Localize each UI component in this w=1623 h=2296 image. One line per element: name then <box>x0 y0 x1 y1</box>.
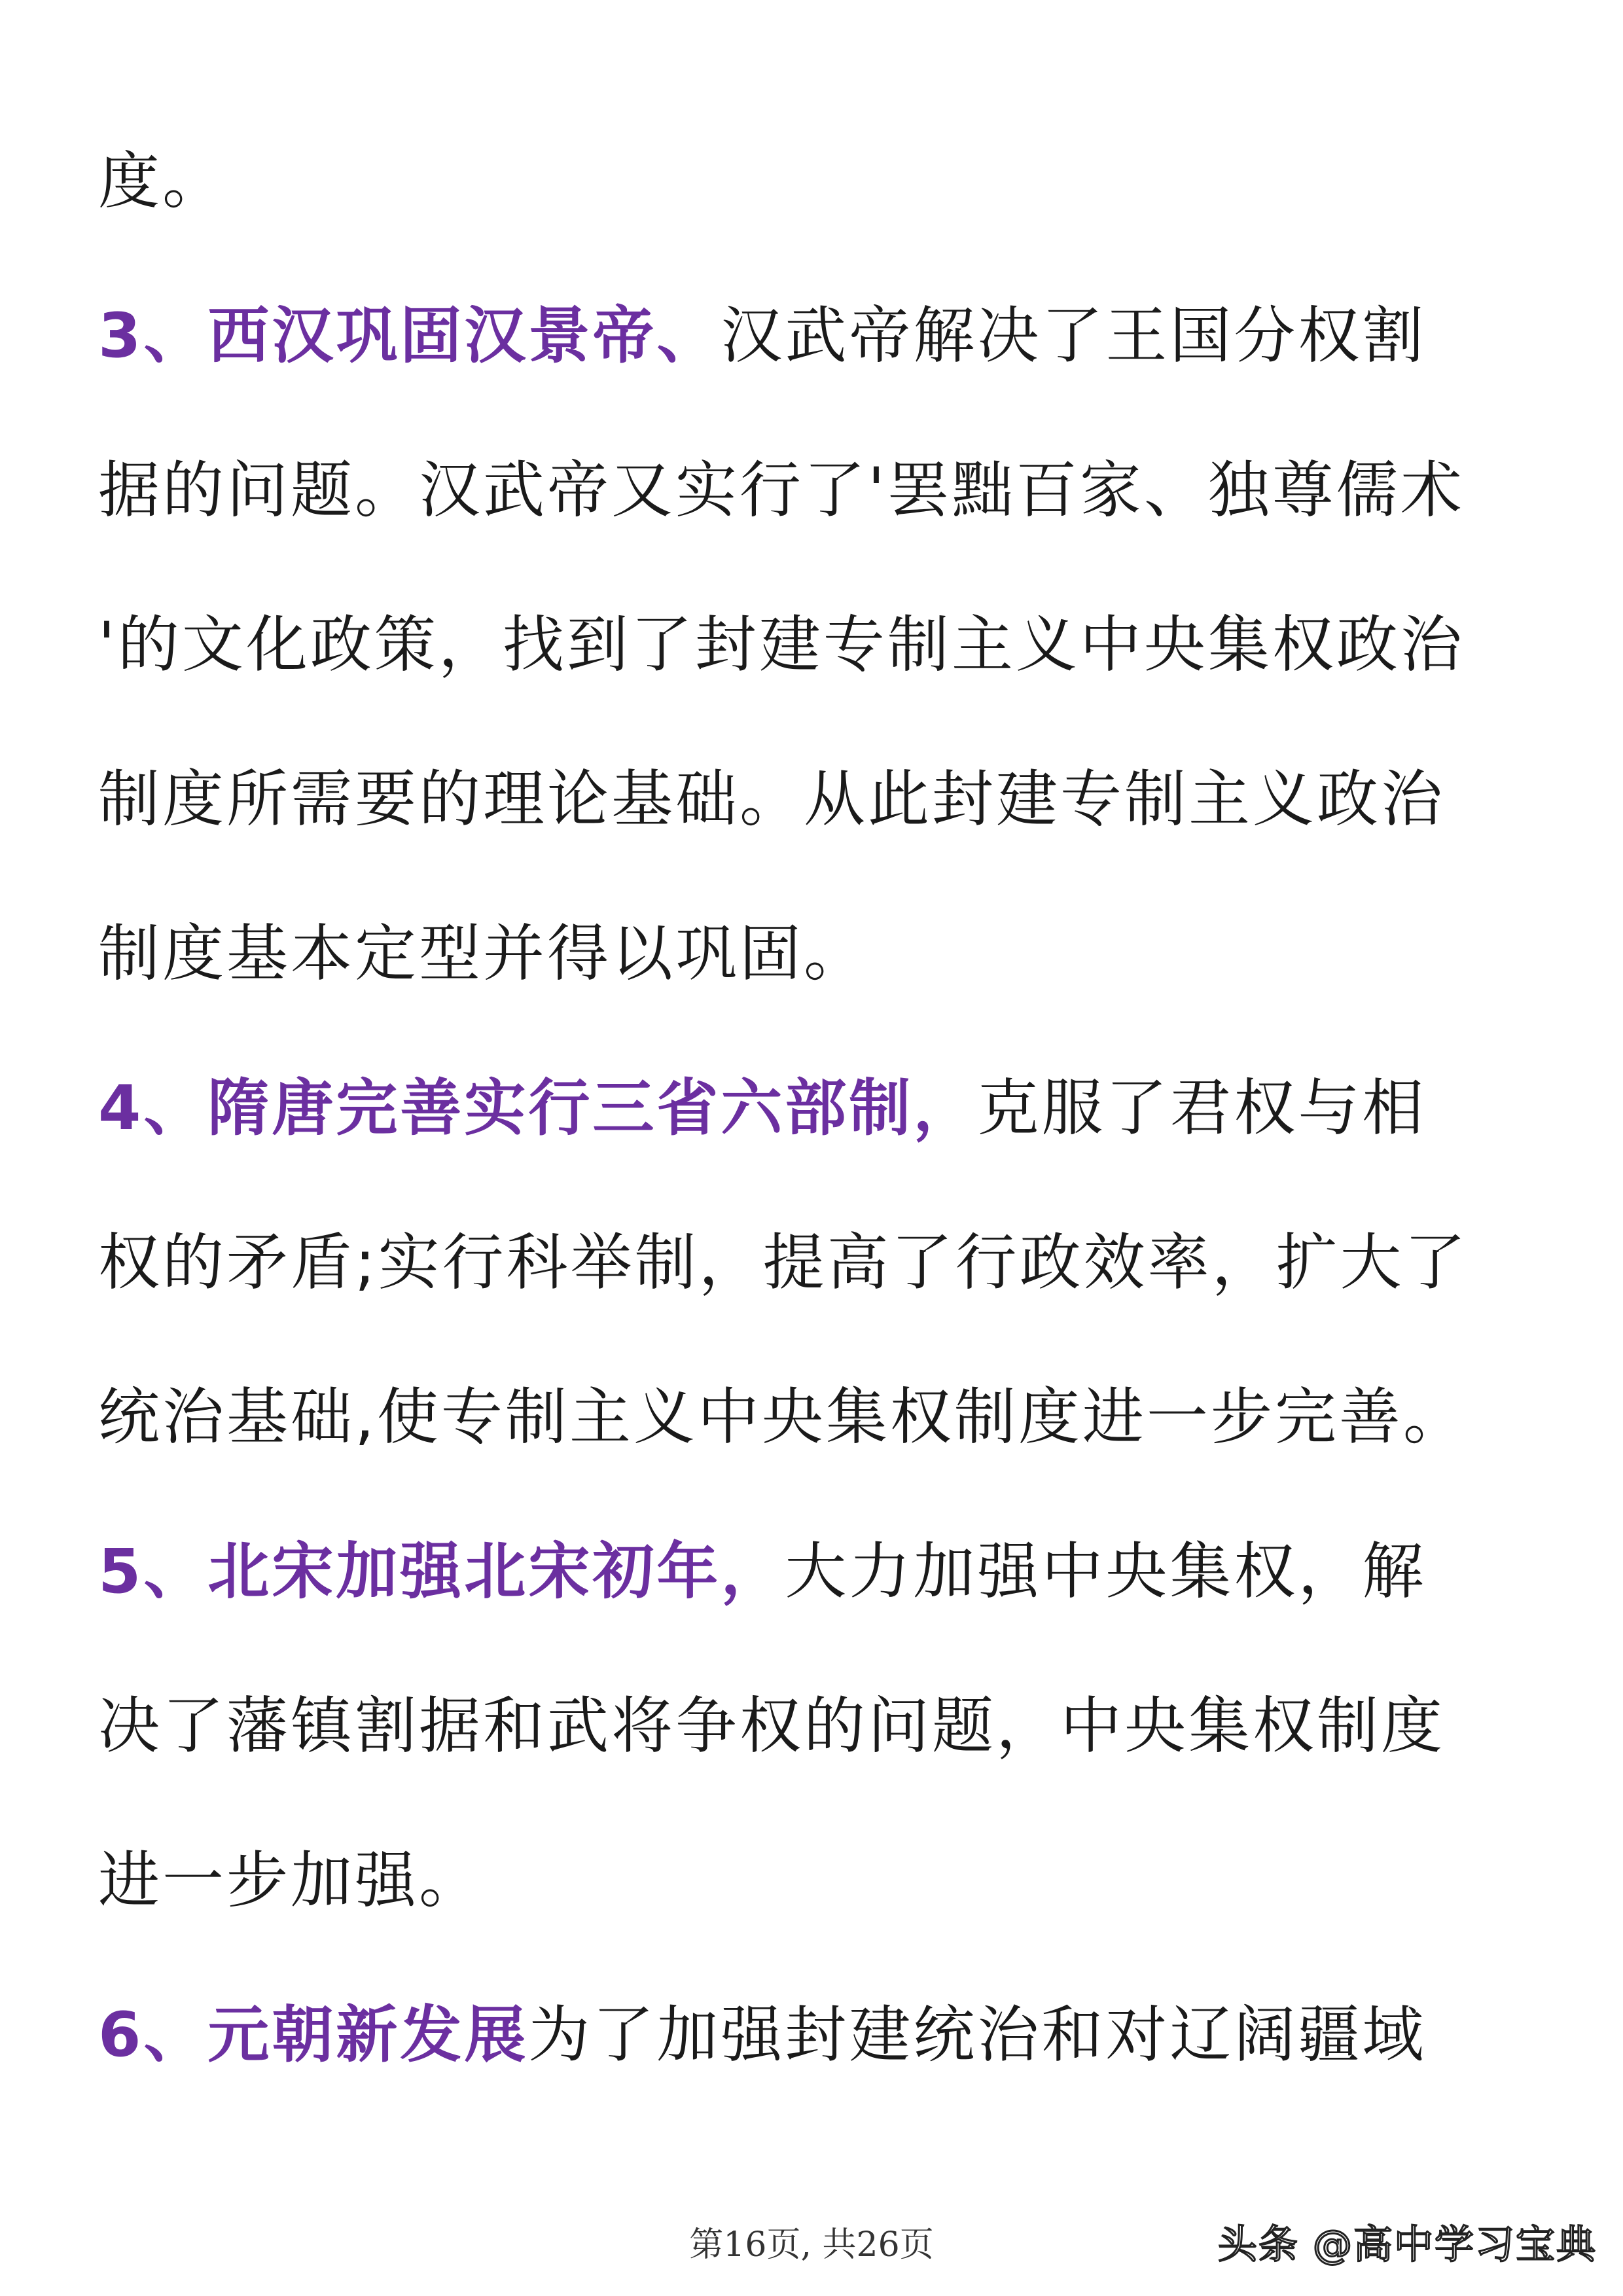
text-line: 6、元朝新发展为了加强封建统治和对辽阔疆域 <box>98 2000 1427 2071</box>
section-heading: 3、西汉巩固汉景帝、 <box>98 300 721 372</box>
watermark: 头条 @高中学习宝典 <box>1217 2222 1597 2268</box>
text-line: 统治基础,使专制主义中央集权制度进一步完善。 <box>98 1382 1467 1453</box>
document-body <box>98 105 1538 2113</box>
page-footer <box>0 2219 1623 2271</box>
text-line: 权的矛盾;实行科举制，提高了行政效率，扩大了 <box>98 1227 1469 1299</box>
text-line: 3、西汉巩固汉景帝、汉武帝解决了王国分权割 <box>98 300 1427 372</box>
text-line: 5、北宋加强北宋初年，大力加强中央集权，解 <box>98 1536 1427 1607</box>
page-number: 第16页, 共26页 <box>689 2225 934 2265</box>
section-heading: 5、北宋加强北宋初年， <box>98 1536 785 1607</box>
text-line: '的文化政策，找到了封建专制主义中央集权政治 <box>98 609 1465 681</box>
text-line: 制度基本定型并得以巩固。 <box>98 918 868 990</box>
section-heading: 6、元朝新发展 <box>98 2000 529 2071</box>
text-line: 4、隋唐完善实行三省六部制，克服了君权与相 <box>98 1073 1427 1144</box>
text-line: 度。 <box>98 146 227 217</box>
text-line: 决了藩镇割据和武将争权的问题，中央集权制度 <box>98 1691 1446 1762</box>
section-heading: 4、隋唐完善实行三省六部制， <box>98 1073 978 1144</box>
text-line: 进一步加强。 <box>98 1845 484 1916</box>
text-line: 制度所需要的理论基础。从此封建专制主义政治 <box>98 764 1446 835</box>
text-line: 据的问题。汉武帝又实行了'罢黜百家、独尊儒术 <box>98 455 1465 526</box>
